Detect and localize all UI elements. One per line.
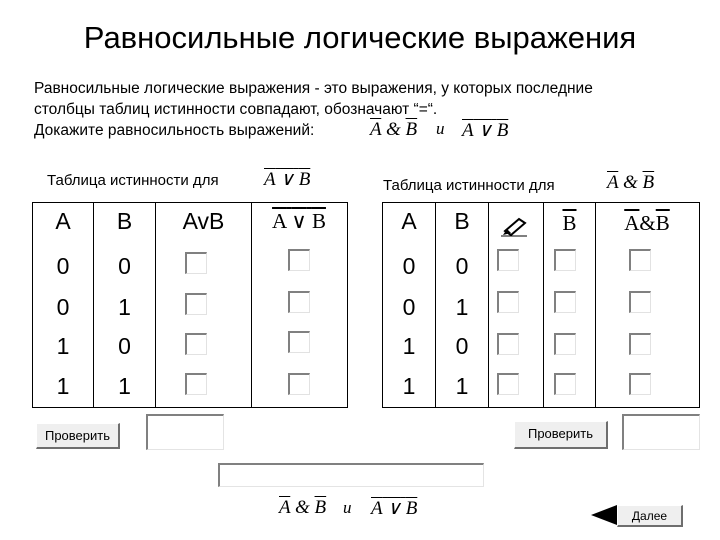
right-table-expression: $\overline{A}$ & $\overline{B}$	[607, 172, 655, 193]
check-left-button[interactable]: Проверить	[36, 423, 120, 449]
header-a: A	[401, 208, 417, 234]
cell-b: 1	[118, 294, 131, 320]
answer-checkbox[interactable]	[629, 373, 651, 395]
answer-checkbox[interactable]	[554, 291, 576, 313]
intro-line-1: Равносильные логические выражения - это выражения, у которых последние	[34, 80, 593, 97]
back-arrow-icon[interactable]	[591, 505, 617, 525]
cell-a: 1	[56, 333, 70, 359]
intro-expression-2: A ∨ B	[462, 120, 509, 141]
header-a-or-b: AvB	[182, 208, 225, 234]
column-divider	[488, 203, 489, 407]
intro-line-2: столбцы таблиц истинности совпадают, обозначают “=“.	[34, 101, 438, 118]
cell-b: 0	[118, 333, 131, 359]
answer-checkbox[interactable]	[554, 333, 576, 355]
cell-b: 0	[455, 253, 469, 279]
header-not-a-or-b: A ∨ B	[272, 209, 326, 233]
answer-checkbox[interactable]	[554, 373, 576, 395]
answer-checkbox[interactable]	[629, 249, 651, 271]
answer-checkbox[interactable]	[288, 331, 310, 353]
pencil-icon	[499, 213, 529, 237]
bottom-and-word: и	[343, 498, 352, 517]
left-table-label: Таблица истинности для	[47, 172, 219, 189]
right-table-label: Таблица истинности для	[383, 177, 555, 194]
answer-checkbox[interactable]	[288, 373, 310, 395]
cell-b: 0	[455, 333, 469, 359]
answer-checkbox[interactable]	[185, 333, 207, 355]
cell-b: 1	[455, 373, 469, 399]
header-b: B	[454, 208, 470, 234]
cell-a: 1	[402, 333, 416, 359]
answer-field[interactable]	[218, 463, 484, 487]
answer-checkbox[interactable]	[185, 293, 207, 315]
left-result-field[interactable]	[146, 414, 224, 450]
answer-checkbox[interactable]	[497, 373, 519, 395]
cell-a: 0	[402, 294, 416, 320]
cell-a: 0	[402, 253, 416, 279]
answer-checkbox[interactable]	[497, 249, 519, 271]
answer-checkbox[interactable]	[554, 249, 576, 271]
next-button[interactable]: Далее	[617, 505, 683, 527]
header-not-b: $\overline{B}$	[562, 211, 577, 235]
answer-checkbox[interactable]	[629, 333, 651, 355]
right-truth-table	[382, 202, 700, 408]
cell-a: 1	[56, 373, 70, 399]
cell-b: 0	[118, 253, 131, 279]
bottom-expression-1: $\overline{A}$ & $\overline{B}$	[279, 497, 327, 518]
cell-a: 1	[402, 373, 416, 399]
left-table-expression: A ∨ B	[264, 169, 311, 190]
left-truth-table	[32, 202, 348, 408]
answer-checkbox[interactable]	[185, 252, 207, 274]
answer-checkbox[interactable]	[497, 291, 519, 313]
answer-checkbox[interactable]	[288, 291, 310, 313]
answer-checkbox[interactable]	[185, 373, 207, 395]
answer-checkbox[interactable]	[629, 291, 651, 313]
intro-expression-1: $\overline{A}$ & $\overline{B}$	[370, 119, 418, 140]
intro-and-word: и	[436, 119, 445, 138]
header-not-a-and-not-b: $\overline{A}\&\overline{B}$	[624, 211, 670, 235]
cell-b: 1	[455, 294, 469, 320]
intro-line-3: Докажите равносильность выражений:	[34, 122, 315, 139]
cell-a: 0	[56, 253, 70, 279]
header-a: A	[55, 208, 71, 234]
cell-b: 1	[118, 373, 131, 399]
answer-checkbox[interactable]	[497, 333, 519, 355]
cell-a: 0	[56, 294, 70, 320]
bottom-expression-2: A ∨ B	[371, 498, 418, 519]
right-result-field[interactable]	[622, 414, 700, 450]
check-right-button[interactable]: Проверить	[514, 421, 608, 449]
header-b: B	[116, 208, 133, 234]
page-title: Равносильные логические выражения	[83, 20, 637, 55]
answer-checkbox[interactable]	[288, 249, 310, 271]
